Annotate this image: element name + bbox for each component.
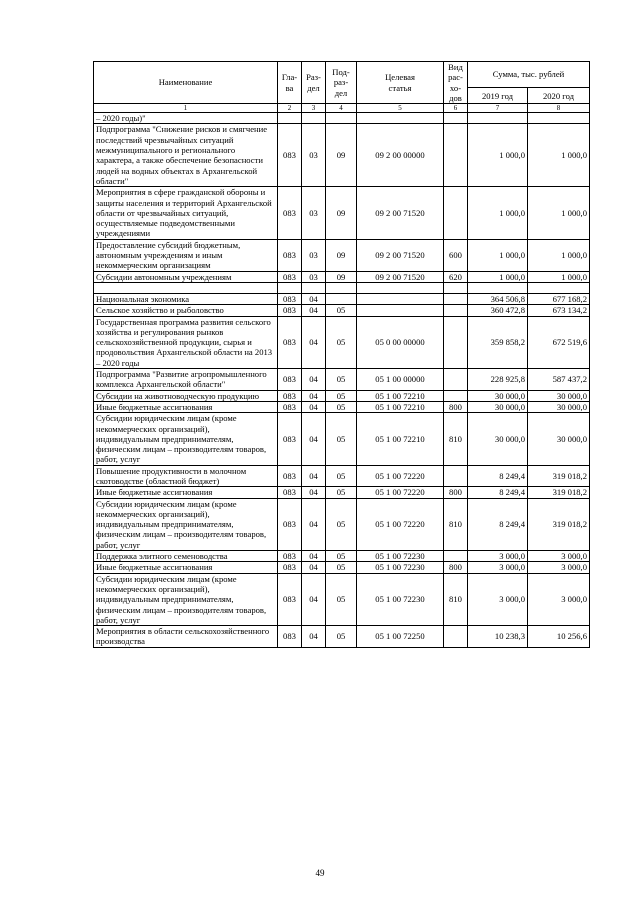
row-sum-2020: 1 000,0 (528, 187, 590, 239)
row-name: Иные бюджетные ассигнования (94, 562, 278, 573)
row-sum-2019: 364 506,8 (468, 293, 528, 304)
row-target (357, 282, 444, 293)
row-vid (444, 465, 468, 487)
row-glava: 083 (278, 293, 302, 304)
row-podrazdel: 09 (326, 239, 357, 271)
row-target: 05 1 00 00000 (357, 369, 444, 391)
row-name: Сельское хозяйство и рыболовство (94, 305, 278, 316)
row-name: Предоставление субсидий бюджетным, автономным учреждениям и иным некоммерческим организациям (94, 239, 278, 271)
row-name: Иные бюджетные ассигнования (94, 487, 278, 498)
row-glava: 083 (278, 562, 302, 573)
row-razdel: 04 (302, 487, 326, 498)
row-target: 05 1 00 72210 (357, 401, 444, 412)
row-target: 09 2 00 71520 (357, 271, 444, 282)
header-glava: Гла- ва (278, 62, 302, 104)
row-razdel: 04 (302, 465, 326, 487)
row-vid (444, 316, 468, 368)
column-number: 1 (94, 104, 278, 113)
row-sum-2019 (468, 113, 528, 124)
row-vid (444, 113, 468, 124)
row-vid (444, 305, 468, 316)
row-glava: 083 (278, 369, 302, 391)
row-sum-2019: 360 472,8 (468, 305, 528, 316)
header-2020: 2020 год (528, 88, 590, 104)
row-sum-2020: 30 000,0 (528, 401, 590, 412)
row-sum-2019: 1 000,0 (468, 239, 528, 271)
row-razdel: 03 (302, 271, 326, 282)
row-sum-2019: 359 858,2 (468, 316, 528, 368)
row-glava: 083 (278, 626, 302, 648)
row-name: Субсидии юридическим лицам (кроме некоммерческих организаций), индивидуальным предпринимателям, физическим лицам – производителям товаров, работ, услуг (94, 498, 278, 550)
row-name: Субсидии автономным учреждениям (94, 271, 278, 282)
row-podrazdel: 05 (326, 487, 357, 498)
table-row (94, 282, 590, 293)
table-row (94, 187, 590, 239)
row-razdel: 04 (302, 305, 326, 316)
row-glava: 083 (278, 187, 302, 239)
row-glava: 083 (278, 239, 302, 271)
row-vid (444, 369, 468, 391)
row-glava: 083 (278, 465, 302, 487)
row-target: 05 0 00 00000 (357, 316, 444, 368)
row-sum-2020: 3 000,0 (528, 573, 590, 625)
row-vid (444, 551, 468, 562)
row-podrazdel: 05 (326, 562, 357, 573)
row-target: 05 1 00 72230 (357, 573, 444, 625)
table-row (94, 498, 590, 550)
row-sum-2020 (528, 113, 590, 124)
row-podrazdel: 05 (326, 390, 357, 401)
table-row (94, 401, 590, 412)
row-sum-2020: 319 018,2 (528, 487, 590, 498)
row-podrazdel: 05 (326, 626, 357, 648)
row-razdel: 04 (302, 498, 326, 550)
page-number: 49 (315, 868, 325, 878)
row-sum-2020: 673 134,2 (528, 305, 590, 316)
row-glava: 083 (278, 271, 302, 282)
column-number: 7 (468, 104, 528, 113)
row-vid: 810 (444, 413, 468, 465)
header-vid: Вид рас- хо- дов (444, 62, 468, 104)
row-glava: 083 (278, 316, 302, 368)
header-podrazdel: Под- раз- дел (326, 62, 357, 104)
row-vid: 800 (444, 562, 468, 573)
column-number: 4 (326, 104, 357, 113)
row-razdel: 04 (302, 369, 326, 391)
row-name: Национальная экономика (94, 293, 278, 304)
row-podrazdel (326, 293, 357, 304)
header-sum: Сумма, тыс. рублей (468, 62, 590, 88)
row-target: 05 1 00 72250 (357, 626, 444, 648)
table-row (94, 316, 590, 368)
row-target: 05 1 00 72220 (357, 487, 444, 498)
row-sum-2019: 8 249,4 (468, 487, 528, 498)
row-glava: 083 (278, 390, 302, 401)
column-number: 8 (528, 104, 590, 113)
row-target: 05 1 00 72210 (357, 413, 444, 465)
table-row (94, 239, 590, 271)
table-row (94, 271, 590, 282)
table-row (94, 113, 590, 124)
row-podrazdel: 09 (326, 271, 357, 282)
row-target (357, 113, 444, 124)
table-row (94, 626, 590, 648)
row-razdel: 04 (302, 401, 326, 412)
row-target (357, 293, 444, 304)
row-razdel: 04 (302, 562, 326, 573)
row-podrazdel: 05 (326, 401, 357, 412)
row-name: Государственная программа развития сельского хозяйства и регулирования рынков сельскохозяйственной продукции, сырья и продовольствия Архангельской области на 2013 – 2020 годы (94, 316, 278, 368)
row-podrazdel: 05 (326, 413, 357, 465)
table-row (94, 487, 590, 498)
row-sum-2020: 30 000,0 (528, 413, 590, 465)
row-sum-2019: 228 925,8 (468, 369, 528, 391)
row-sum-2020 (528, 282, 590, 293)
row-sum-2020: 3 000,0 (528, 551, 590, 562)
row-podrazdel: 05 (326, 465, 357, 487)
row-vid (444, 390, 468, 401)
row-sum-2019: 8 249,4 (468, 498, 528, 550)
table-row (94, 369, 590, 391)
table-body (94, 113, 590, 648)
row-sum-2020: 3 000,0 (528, 562, 590, 573)
row-vid (444, 124, 468, 187)
row-name: Подпрограмма "Развитие агропромышленного комплекса Архангельской области" (94, 369, 278, 391)
row-vid: 810 (444, 498, 468, 550)
row-name: Подпрограмма "Снижение рисков и смягчение последствий чрезвычайных ситуаций межмуниципального и регионального характера, а также обеспечение безопасности людей на водных объектах в Архангельской области" (94, 124, 278, 187)
row-target: 09 2 00 00000 (357, 124, 444, 187)
table-row (94, 124, 590, 187)
row-sum-2020: 587 437,2 (528, 369, 590, 391)
row-razdel: 04 (302, 293, 326, 304)
row-target: 05 1 00 72230 (357, 562, 444, 573)
table-row (94, 390, 590, 401)
row-sum-2020: 10 256,6 (528, 626, 590, 648)
header-name: Наименование (94, 62, 278, 104)
header-2019: 2019 год (468, 88, 528, 104)
row-sum-2020: 677 168,2 (528, 293, 590, 304)
row-target: 09 2 00 71520 (357, 239, 444, 271)
table-row (94, 465, 590, 487)
table-row (94, 551, 590, 562)
row-sum-2020: 30 000,0 (528, 390, 590, 401)
row-razdel: 03 (302, 124, 326, 187)
row-glava (278, 282, 302, 293)
row-glava: 083 (278, 413, 302, 465)
row-sum-2020: 1 000,0 (528, 124, 590, 187)
row-podrazdel: 09 (326, 187, 357, 239)
row-podrazdel: 05 (326, 498, 357, 550)
row-glava: 083 (278, 487, 302, 498)
row-name: – 2020 годы)" (94, 113, 278, 124)
row-razdel (302, 282, 326, 293)
row-sum-2020: 672 519,6 (528, 316, 590, 368)
row-name: Мероприятия в области сельскохозяйственного производства (94, 626, 278, 648)
row-vid (444, 187, 468, 239)
column-number: 3 (302, 104, 326, 113)
row-podrazdel (326, 113, 357, 124)
row-name: Иные бюджетные ассигнования (94, 401, 278, 412)
column-number-row (94, 104, 590, 113)
row-vid: 620 (444, 271, 468, 282)
row-name: Поддержка элитного семеноводства (94, 551, 278, 562)
row-vid (444, 293, 468, 304)
table-row (94, 562, 590, 573)
row-sum-2020: 319 018,2 (528, 498, 590, 550)
row-podrazdel: 05 (326, 551, 357, 562)
row-name: Субсидии юридическим лицам (кроме некоммерческих организаций), индивидуальным предпринимателям, физическим лицам – производителям товаров, работ, услуг (94, 413, 278, 465)
row-sum-2019: 3 000,0 (468, 551, 528, 562)
column-number: 5 (357, 104, 444, 113)
row-glava: 083 (278, 124, 302, 187)
table-row (94, 305, 590, 316)
row-sum-2020: 1 000,0 (528, 239, 590, 271)
row-vid (444, 282, 468, 293)
row-glava: 083 (278, 551, 302, 562)
row-glava: 083 (278, 573, 302, 625)
row-razdel: 04 (302, 573, 326, 625)
row-sum-2019: 1 000,0 (468, 271, 528, 282)
row-vid (444, 626, 468, 648)
row-glava: 083 (278, 498, 302, 550)
header-target: Целевая статья (357, 62, 444, 104)
table-row (94, 293, 590, 304)
row-podrazdel: 05 (326, 316, 357, 368)
row-glava: 083 (278, 305, 302, 316)
row-razdel: 04 (302, 316, 326, 368)
row-razdel: 04 (302, 390, 326, 401)
budget-table (93, 61, 590, 648)
row-sum-2019: 3 000,0 (468, 562, 528, 573)
row-podrazdel: 05 (326, 369, 357, 391)
row-sum-2019: 8 249,4 (468, 465, 528, 487)
row-target: 05 1 00 72230 (357, 551, 444, 562)
row-vid: 600 (444, 239, 468, 271)
row-sum-2019: 10 238,3 (468, 626, 528, 648)
row-target: 05 1 00 72210 (357, 390, 444, 401)
row-vid: 810 (444, 573, 468, 625)
row-sum-2019: 30 000,0 (468, 413, 528, 465)
row-name: Мероприятия в сфере гражданской обороны и защиты населения и территорий Архангельской области от чрезвычайных ситуаций, осуществляемые подведомственными учреждениями (94, 187, 278, 239)
row-sum-2019: 30 000,0 (468, 401, 528, 412)
row-vid: 800 (444, 487, 468, 498)
row-razdel: 03 (302, 239, 326, 271)
row-razdel (302, 113, 326, 124)
row-target (357, 305, 444, 316)
row-name: Субсидии на животноводческую продукцию (94, 390, 278, 401)
row-razdel: 03 (302, 187, 326, 239)
row-podrazdel: 05 (326, 573, 357, 625)
table-row (94, 573, 590, 625)
row-target: 09 2 00 71520 (357, 187, 444, 239)
row-podrazdel (326, 282, 357, 293)
row-glava: 083 (278, 401, 302, 412)
row-target: 05 1 00 72220 (357, 465, 444, 487)
row-podrazdel: 05 (326, 305, 357, 316)
row-sum-2019: 1 000,0 (468, 124, 528, 187)
row-razdel: 04 (302, 413, 326, 465)
row-razdel: 04 (302, 551, 326, 562)
row-sum-2019: 30 000,0 (468, 390, 528, 401)
row-razdel: 04 (302, 626, 326, 648)
column-number: 2 (278, 104, 302, 113)
row-sum-2019: 3 000,0 (468, 573, 528, 625)
row-name (94, 282, 278, 293)
row-glava (278, 113, 302, 124)
table-row (94, 413, 590, 465)
row-podrazdel: 09 (326, 124, 357, 187)
row-name: Повышение продуктивности в молочном скотоводстве (областной бюджет) (94, 465, 278, 487)
row-sum-2020: 319 018,2 (528, 465, 590, 487)
row-sum-2019: 1 000,0 (468, 187, 528, 239)
row-sum-2019 (468, 282, 528, 293)
row-sum-2020: 1 000,0 (528, 271, 590, 282)
row-name: Субсидии юридическим лицам (кроме некоммерческих организаций), индивидуальным предпринимателям, физическим лицам – производителям товаров, работ, услуг (94, 573, 278, 625)
header-razdel: Раз- дел (302, 62, 326, 104)
row-target: 05 1 00 72220 (357, 498, 444, 550)
column-number: 6 (444, 104, 468, 113)
row-vid: 800 (444, 401, 468, 412)
